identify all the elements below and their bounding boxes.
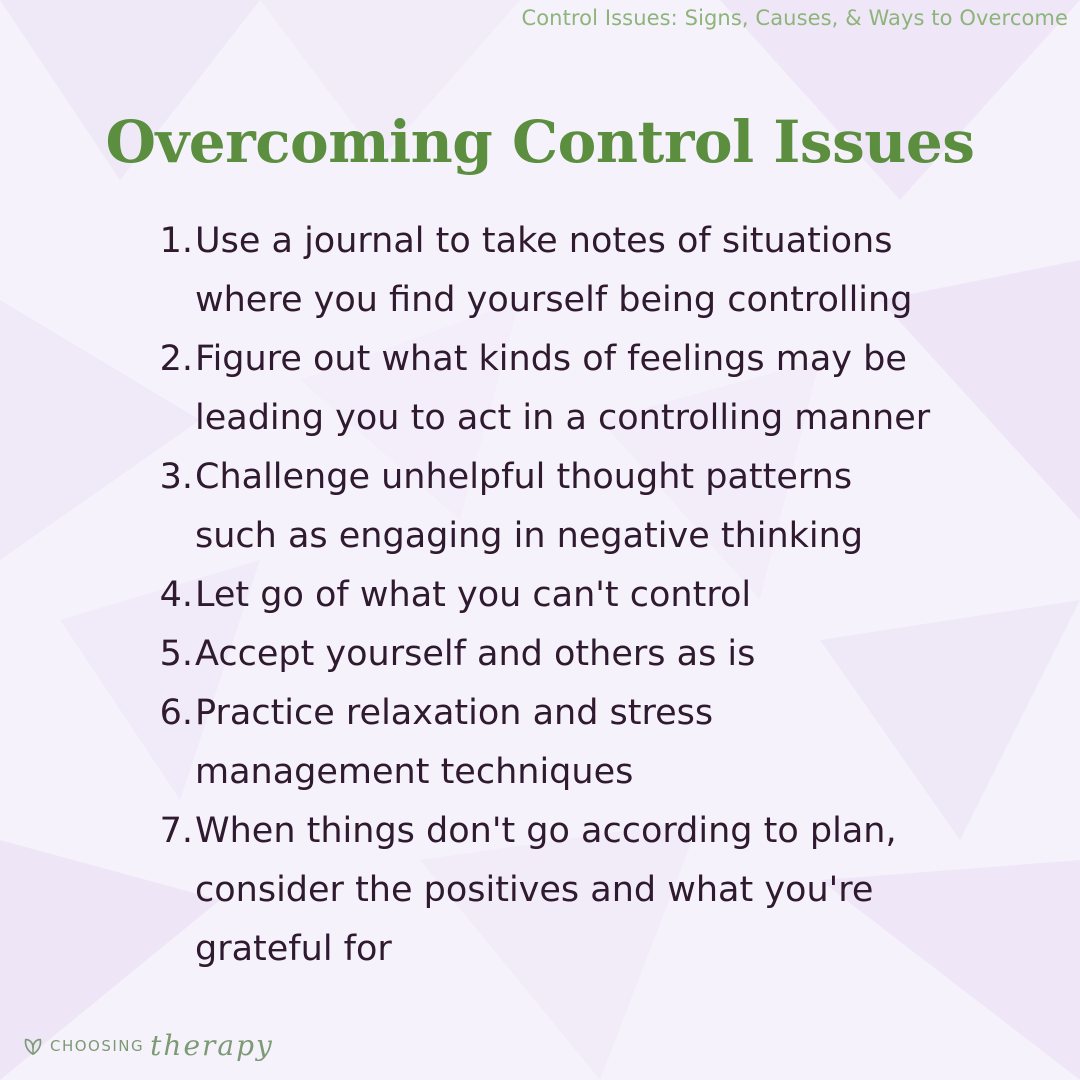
step-text-line: Let go of what you can't control — [195, 575, 752, 615]
brand-logo — [22, 1029, 274, 1062]
step-text-line: consider the positives and what you're — [195, 870, 874, 910]
header-caption: Control Issues: Signs, Causes, & Ways to Overcome — [521, 6, 1068, 30]
step-text-line: Challenge unhelpful thought patterns — [195, 457, 853, 497]
step-text-line: management techniques — [195, 752, 634, 792]
step-text-line: Figure out what kinds of feelings may be — [195, 339, 907, 379]
step-text — [195, 802, 1005, 979]
steps-list — [145, 212, 1005, 979]
step-text-line: grateful for — [195, 929, 392, 969]
list-item — [145, 566, 1005, 625]
step-text — [195, 448, 1005, 566]
page-title: Overcoming Control Issues — [105, 108, 975, 176]
list-item — [145, 802, 1005, 979]
step-text-line: When things don't go according to plan, — [195, 811, 897, 851]
step-number: 3. — [159, 457, 193, 497]
list-item — [145, 684, 1005, 802]
step-text — [195, 330, 1005, 448]
step-text-line: leading you to act in a controlling manner — [195, 398, 931, 438]
leaf-icon — [22, 1035, 44, 1057]
step-text — [195, 625, 1005, 684]
step-number: 7. — [159, 811, 193, 851]
list-item — [145, 330, 1005, 448]
step-text — [195, 566, 1005, 625]
step-text — [195, 684, 1005, 802]
step-text-line: such as engaging in negative thinking — [195, 516, 864, 556]
step-text-line: Accept yourself and others as is — [195, 634, 756, 674]
list-item — [145, 448, 1005, 566]
step-text-line: where you find yourself being controlling — [195, 280, 913, 320]
list-item — [145, 625, 1005, 684]
step-text — [195, 212, 1005, 330]
step-number: 5. — [159, 634, 193, 674]
brand-word-therapy: therapy — [150, 1029, 274, 1062]
brand-word-choosing: CHOOSING — [50, 1036, 145, 1055]
step-text-line: Use a journal to take notes of situations — [195, 221, 893, 261]
step-number: 4. — [159, 575, 193, 615]
step-number: 1. — [159, 221, 193, 261]
step-number: 2. — [159, 339, 193, 379]
step-number: 6. — [159, 693, 193, 733]
step-text-line: Practice relaxation and stress — [195, 693, 714, 733]
list-item — [145, 212, 1005, 330]
